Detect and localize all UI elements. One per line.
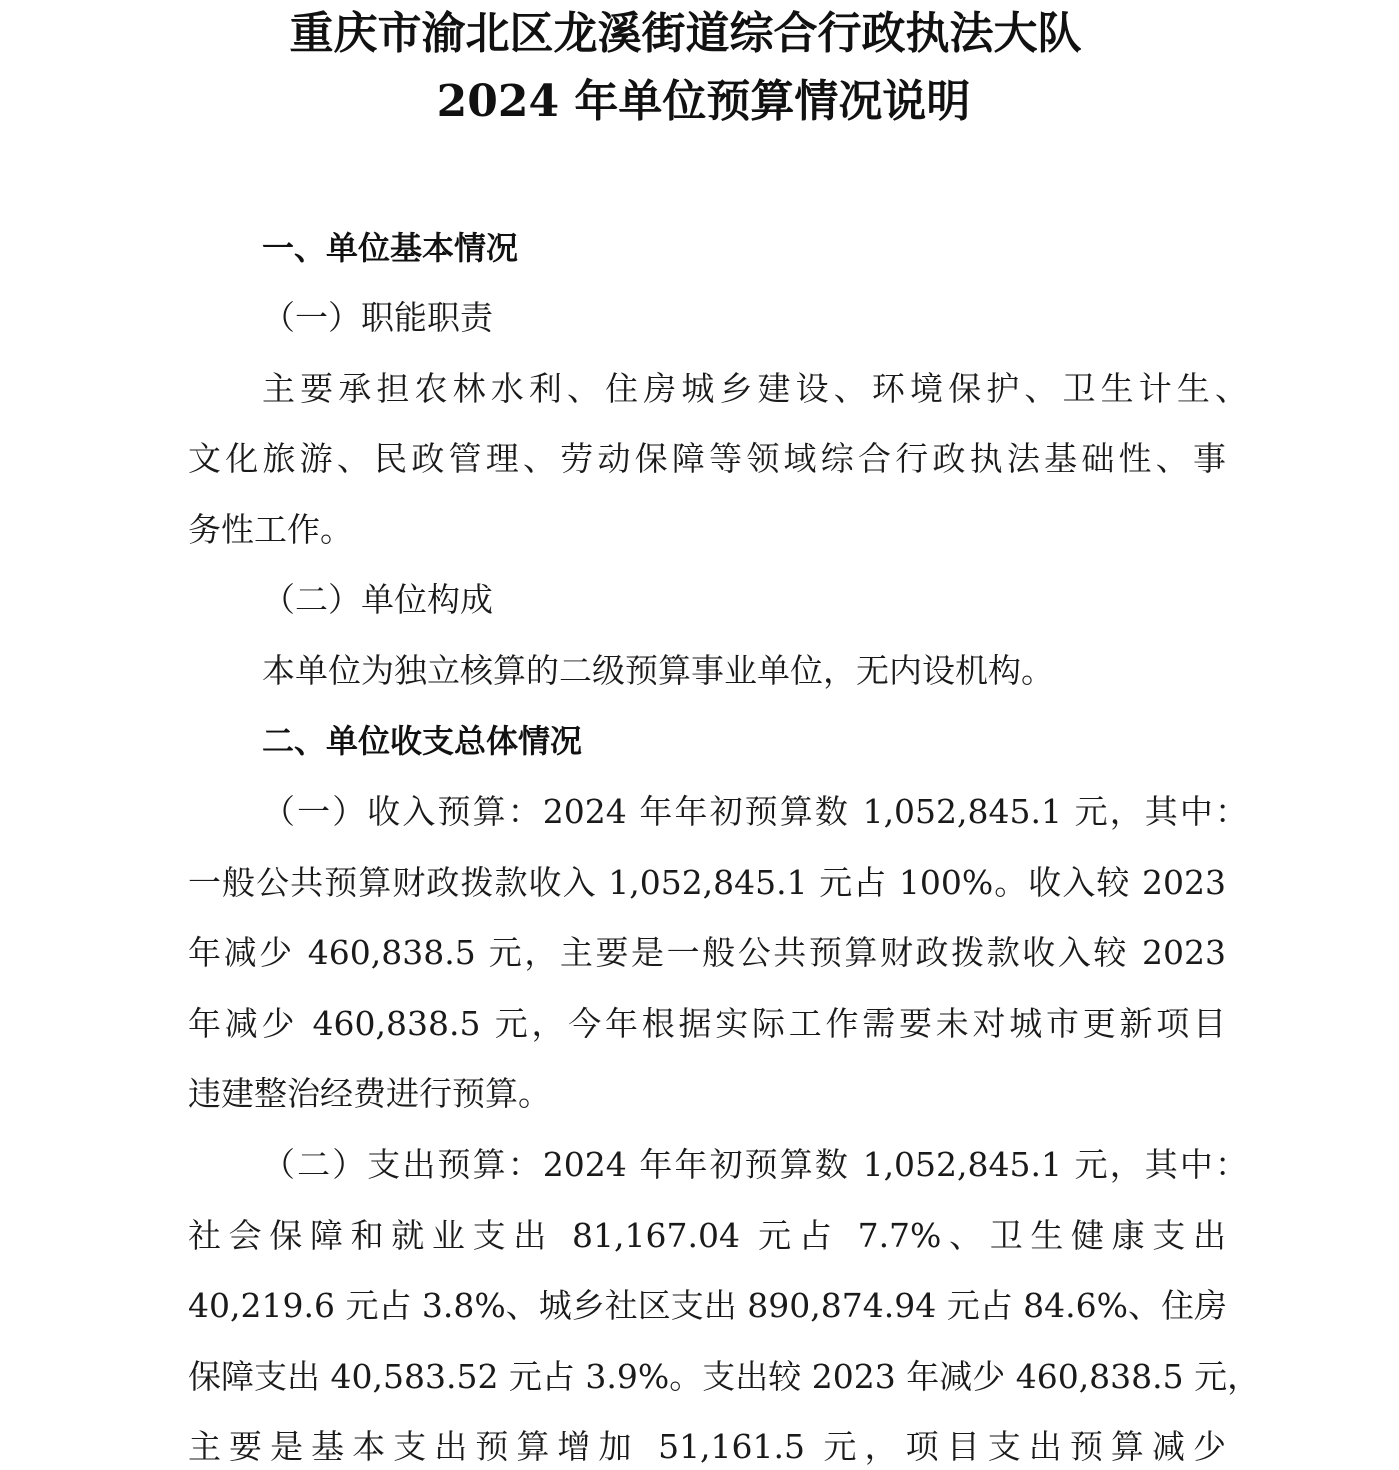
section-2-heading: 二、单位收支总体情况 xyxy=(262,722,583,760)
duties-paragraph-line-1: 主要承担农林水利、住房城乡建设、环境保护、卫生计生、 xyxy=(262,369,1248,408)
subsection-composition-heading: （二）单位构成 xyxy=(262,580,493,619)
composition-paragraph: 本单位为独立核算的二级预算事业单位，无内设机构。 xyxy=(262,651,1054,690)
document-title-line-1: 重庆市渝北区龙溪街道综合行政执法大队 xyxy=(289,8,1082,59)
income-paragraph-line-2: 一般公共预算财政拨款收入 1,052,845.1 元占 100%。收入较 2023 xyxy=(188,863,1226,902)
expense-paragraph-line-2: 社会保障和就业支出 81,167.04 元占 7.7%、卫生健康支出 xyxy=(188,1216,1226,1255)
section-1-heading: 一、单位基本情况 xyxy=(262,229,519,267)
expense-paragraph-line-3: 40,219.6 元占 3.8%、城乡社区支出 890,874.94 元占 84.6%、住房 xyxy=(188,1286,1228,1325)
income-paragraph-line-1: （一）收入预算：2024 年年初预算数 1,052,845.1 元，其中： xyxy=(262,792,1248,831)
duties-paragraph-line-2: 文化旅游、民政管理、劳动保障等领域综合行政执法基础性、事 xyxy=(188,439,1226,478)
subsection-duties-heading: （一）职能职责 xyxy=(262,298,493,337)
income-paragraph-line-3: 年减少 460,838.5 元，主要是一般公共预算财政拨款收入较 2023 xyxy=(188,933,1226,972)
expense-paragraph-line-1: （二）支出预算：2024 年年初预算数 1,052,845.1 元，其中： xyxy=(262,1145,1248,1184)
income-paragraph-line-4: 年减少 460,838.5 元，今年根据实际工作需要未对城市更新项目 xyxy=(188,1004,1226,1043)
expense-paragraph-line-5: 主要是基本支出预算增加 51,161.5 元，项目支出预算减少 xyxy=(188,1427,1226,1466)
expense-paragraph-line-4: 保障支出 40,583.52 元占 3.9%。支出较 2023 年减少 460,838.5 元， xyxy=(188,1357,1261,1396)
duties-paragraph-line-3: 务性工作。 xyxy=(188,510,353,549)
income-paragraph-line-5: 违建整治经费进行预算。 xyxy=(188,1074,551,1113)
document-title-line-2: 2024 年单位预算情况说明 xyxy=(436,76,971,127)
